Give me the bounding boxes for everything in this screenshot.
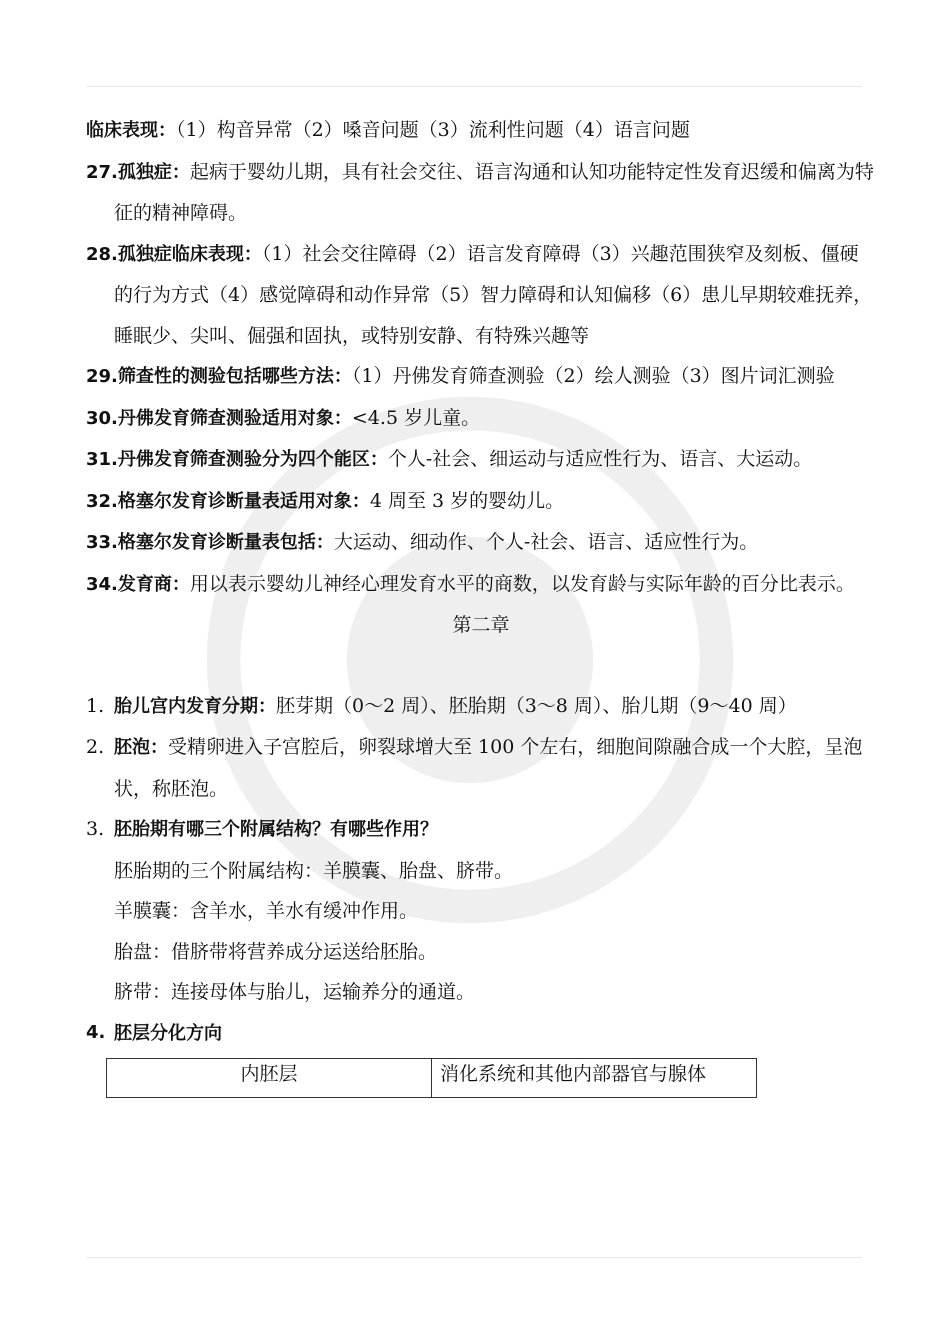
chapter-title: 第二章 <box>452 614 510 636</box>
text-item-3-placenta: 胎盘：借脐带将营养成分运送给胚胎。 <box>114 940 438 963</box>
text-30: <4.5 岁儿童。 <box>351 406 481 429</box>
text-item-3-structures: 胚胎期的三个附属结构：羊膜囊、胎盘、脐带。 <box>114 859 514 882</box>
list-item-4 <box>86 1013 876 1055</box>
spacer <box>86 646 876 686</box>
text-item-3-umbilical: 脐带：连接母体与胎儿，运输养分的通道。 <box>114 981 476 1003</box>
page-content <box>86 110 876 1098</box>
text-item-3-amnion: 羊膜囊：含羊水，羊水有缓冲作用。 <box>114 900 419 922</box>
paragraph-28 <box>86 234 876 357</box>
paragraph-27 <box>86 152 876 234</box>
table-cell-layer: 内胚层 <box>107 1059 432 1098</box>
text-item-1: 胚芽期（0～2 周）、胚胎期（3～8 周）、胎儿期（9～40 周） <box>276 694 797 717</box>
list-number-2: 2. <box>86 736 105 758</box>
heading-29: 29.筛查性的测验包括哪些方法： <box>86 366 352 387</box>
text-31: 个人-社会、细运动与适应性行为、语言、大运动。 <box>387 448 813 470</box>
heading-item-2: 胚泡： <box>114 737 168 758</box>
germ-layer-table <box>106 1058 757 1098</box>
heading-item-4: 胚层分化方向 <box>114 1022 222 1044</box>
paragraph-32 <box>86 481 876 523</box>
heading-28: 28.孤独症临床表现： <box>86 243 262 265</box>
list-item-3 <box>86 809 876 851</box>
heading-item-3: 胚胎期有哪三个附属结构？有哪些作用？ <box>114 819 438 840</box>
text-33: 大运动、细动作、个人-社会、语言、适应性行为。 <box>333 531 759 553</box>
text-28: （1）社会交往障碍（2）语言发育障碍（3）兴趣范围狭窄及刻板、僵硬的行为方式（4）感觉障碍和动作异常（5）智力障碍和认知偏移（6）患儿早期较难抚养，睡眠少、尖叫、倔强和固执，或特别安静、有特殊兴趣等 <box>114 242 873 347</box>
heading-27: 27.孤独症： <box>86 161 190 183</box>
table-row <box>107 1059 757 1098</box>
table-cell-direction: 消化系统和其他内部器官与腺体 <box>432 1059 757 1098</box>
heading-30: 30.丹佛发育筛查测验适用对象： <box>86 407 352 429</box>
paragraph-33 <box>86 522 876 564</box>
text-27: 起病于婴幼儿期，具有社会交往、语言沟通和认知功能特定性发育迟缓和偏离为特征的精神障碍。 <box>114 160 874 224</box>
header-rule <box>86 86 862 87</box>
list-number-3: 3. <box>86 818 105 840</box>
paragraph-31 <box>86 439 876 481</box>
footer-rule <box>86 1257 862 1258</box>
paragraph-34 <box>86 564 876 606</box>
text-32: 4 周至 3 岁的婴幼儿。 <box>369 489 565 512</box>
heading-31: 31.丹佛发育筛查测验分为四个能区： <box>86 449 388 470</box>
heading-32: 32.格塞尔发育诊断量表适用对象： <box>86 490 370 512</box>
heading-33: 33.格塞尔发育诊断量表包括： <box>86 532 334 553</box>
list-item-2 <box>86 727 876 809</box>
list-number-4: 4. <box>86 1021 106 1043</box>
heading-item-1: 胎儿宫内发育分期： <box>114 695 276 717</box>
text-clinical: （1）构音异常（2）嗓音问题（3）流利性问题（4）语言问题 <box>176 119 690 141</box>
text-item-2: 受精卵进入子宫腔后，卵裂球增大至 100 个左右，细胞间隙融合成一个大腔，呈泡状，称胚泡。 <box>114 736 863 800</box>
heading-clinical: 临床表现： <box>86 120 176 141</box>
heading-34: 34.发育商： <box>86 573 190 595</box>
text-29: （1）丹佛发育筛查测验（2）绘人测验（3）图片词汇测验 <box>351 365 835 387</box>
paragraph-30 <box>86 398 876 440</box>
list-item-1 <box>86 686 876 728</box>
text-34: 用以表示婴幼儿神经心理发育水平的商数，以发育龄与实际年龄的百分比表示。 <box>189 572 855 595</box>
paragraph-clinical <box>86 110 876 152</box>
paragraph-29 <box>86 356 876 398</box>
list-number-1: 1. <box>86 694 105 717</box>
